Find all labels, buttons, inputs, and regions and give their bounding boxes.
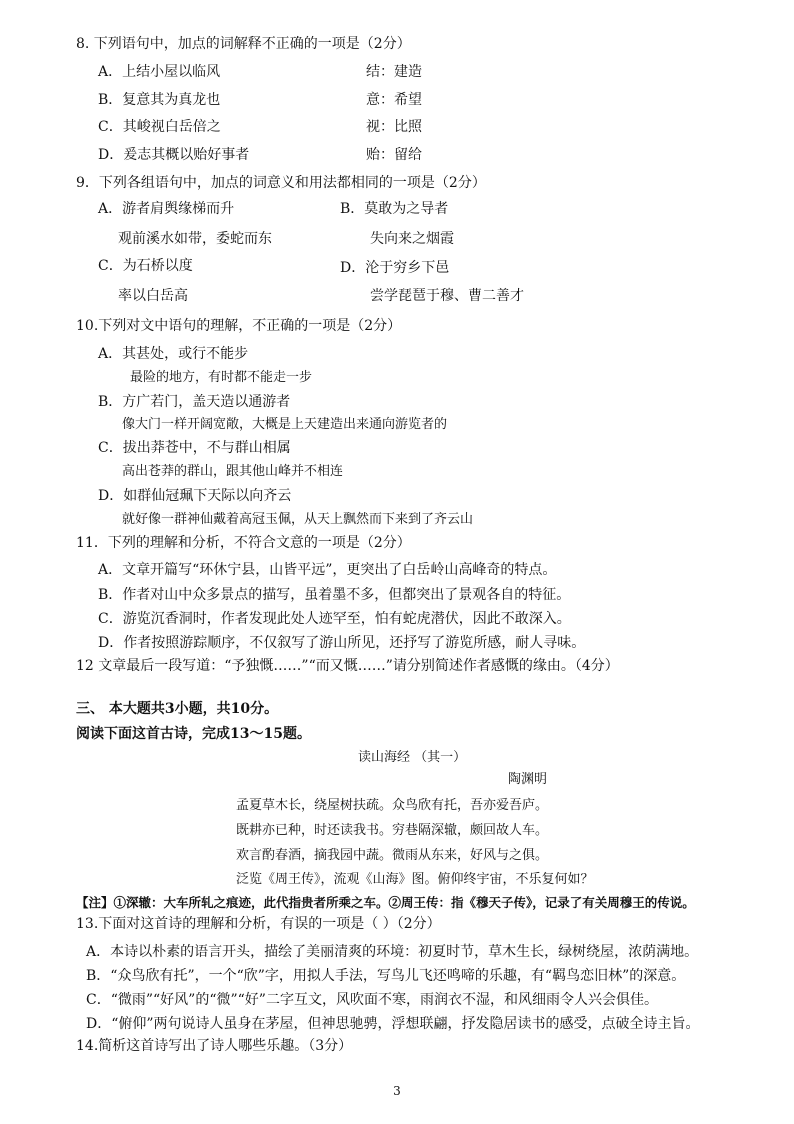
q8-option-a: A．上结小屋以临风 <box>98 64 221 80</box>
q11-option-c: C．游览沉香洞时，作者发现此处人迹罕至，怕有蛇虎潜伏，因此不敢深入。 <box>98 611 571 627</box>
q8-option-b: B．复意其为真龙也 <box>98 92 221 108</box>
q9-option-a-line2: 观前溪水如带，委蛇而东 <box>118 231 272 247</box>
q9-option-d-line2: 尝学琵琶于穆、曹二善才 <box>370 288 524 304</box>
q9-option-b-line2: 失向来之烟霞 <box>370 231 454 247</box>
q10-option-b: B．方广若门，盖天造以通游者 <box>98 394 291 410</box>
q8-option-b-gloss: 意：希望 <box>366 92 422 108</box>
q10-option-b-translation: 像大门一样开阔宽敞，大概是上天建造出来通向游览者的 <box>122 417 448 432</box>
q12-stem: 12 文章最后一段写道：“予独慨……”“而又慨……”请分别简述作者感慨的缘由。（4分） <box>76 658 619 674</box>
page-number: 3 <box>393 1084 401 1098</box>
q13-stem: 13.下面对这首诗的理解和分析，有误的一项是（ ）（2分） <box>76 916 441 932</box>
q10-stem: 10.下列对文中语句的理解，不正确的一项是（2分） <box>76 318 402 334</box>
q13-option-a: A．本诗以朴素的语言开头，描绘了美丽清爽的环境：初夏时节，草木生长，绿树绕屋，浓荫满地。 <box>86 944 699 960</box>
q14-stem: 14.简析这首诗写出了诗人哪些乐趣。（3分） <box>76 1038 353 1054</box>
q8-option-c-gloss: 视：比照 <box>366 119 422 135</box>
q10-option-a: A．其甚处，或行不能步 <box>98 346 249 362</box>
q10-option-a-translation: 最险的地方，有时都不能走一步 <box>130 370 313 385</box>
q8-option-d: D．爰志其概以贻好事者 <box>98 147 250 163</box>
section-3-instruction: 阅读下面这首古诗，完成13～15题。 <box>76 726 311 742</box>
q9-option-d-line1: D．沦于穷乡下邑 <box>340 260 450 276</box>
q9-option-a-line1: A．游者肩舆缘梯而升 <box>98 201 235 217</box>
q10-option-d: D．如群仙冠珮下天际以向齐云 <box>98 488 292 504</box>
q10-option-d-translation: 就好像一群神仙戴着高冠玉佩，从天上飘然而下来到了齐云山 <box>122 512 474 527</box>
q8-stem: 8. 下列语句中，加点的词解释不正确的一项是（2分） <box>76 36 411 52</box>
poem-title: 读山海经 （其一） <box>358 750 467 765</box>
q11-option-b: B．作者对山中众多景点的描写，虽着墨不多，但都突出了景观各自的特征。 <box>98 587 571 603</box>
q9-option-c-line2: 率以白岳高 <box>118 288 188 304</box>
q9-option-c-line1: C．为石桥以度 <box>98 258 193 274</box>
q8-option-c: C．其峻视白岳倍之 <box>98 119 221 135</box>
poem-line-4: 泛览《周王传》，流观《山海》图。俯仰终宇宙，不乐复何如？ <box>236 872 594 887</box>
poem-line-1: 孟夏草木长，绕屋树扶疏。众鸟欣有托，吾亦爱吾庐。 <box>236 798 549 813</box>
q10-option-c-translation: 高出苍莽的群山，跟其他山峰并不相连 <box>122 464 344 479</box>
poem-author: 陶渊明 <box>508 772 548 787</box>
poem-note: 【注】①深辙：大车所轧之痕迹，此代指贵者所乘之车。②周王传：指《穆天子传》，记录了有关周穆王的传说。 <box>76 895 695 910</box>
q13-option-c: C．“微雨”“好风”的“微”“好”二字互文，风吹面不寒，雨润衣不湿，和风细雨令人兴会俱佳。 <box>86 992 658 1008</box>
q9-option-b-line1: B．莫敢为之导者 <box>340 201 449 217</box>
q8-option-a-gloss: 结：建造 <box>366 64 422 80</box>
q11-option-a: A．文章开篇写“环休宁县，山皆平远”，更突出了白岳岭山高峰奇的特点。 <box>98 562 557 578</box>
section-3-heading: 三、 本大题共3小题，共10分。 <box>76 701 279 717</box>
q8-option-d-gloss: 贻：留给 <box>366 147 422 163</box>
poem-line-3: 欢言酌春酒，摘我园中蔬。微雨从东来，好风与之俱。 <box>236 848 549 863</box>
q11-stem: 11．下列的理解和分析，不符合文意的一项是（2分） <box>76 535 411 551</box>
q13-option-b: B．“众鸟欣有托”，一个“欣”字，用拟人手法，写鸟儿飞还鸣啼的乐趣，有“羁鸟恋旧林”的深意。 <box>86 968 686 984</box>
q10-option-c: C．拔出莽苍中，不与群山相属 <box>98 440 291 456</box>
q11-option-d: D．作者按照游踪顺序，不仅叙写了游山所见，还抒写了游览所感，耐人寻味。 <box>98 635 586 651</box>
q13-option-d: D．“俯仰”两句说诗人虽身在茅屋，但神思驰骋，浮想联翩，抒发隐居读书的感受，点破全诗主旨。 <box>86 1016 700 1032</box>
poem-line-2: 既耕亦已种，时还读我书。穷巷隔深辙，颇回故人车。 <box>236 823 549 838</box>
q9-stem: 9．下列各组语句中，加点的词意义和用法都相同的一项是（2分） <box>76 175 486 191</box>
